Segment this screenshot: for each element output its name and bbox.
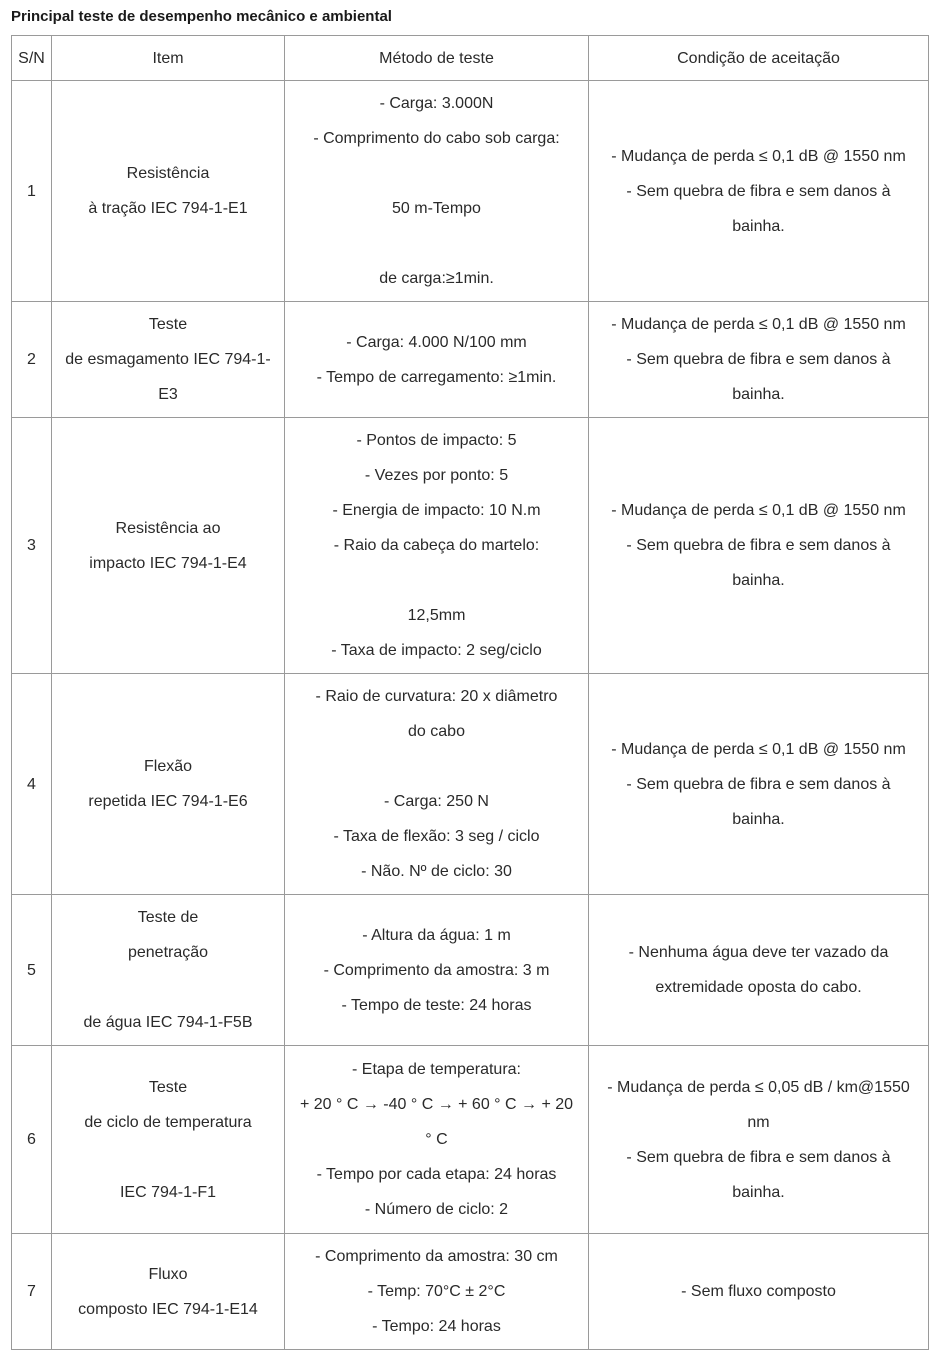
cell-method — [285, 1046, 589, 1234]
method-line: 50 m-Tempo — [392, 200, 481, 217]
item-line — [58, 970, 278, 1005]
method-line: ° C — [425, 1131, 448, 1148]
method-line: - Comprimento da amostra: 30 cm — [315, 1248, 558, 1265]
item-line: de esmagamento IEC 794-1- — [65, 351, 271, 368]
method-line: - Etapa de temperatura: — [352, 1061, 521, 1078]
cell-method — [285, 895, 589, 1046]
cell-sn: 3 — [12, 418, 52, 674]
cell-sn: 5 — [12, 895, 52, 1046]
acceptance-line: bainha. — [732, 217, 785, 235]
cell-item — [52, 1234, 285, 1350]
cell-item — [52, 302, 285, 418]
method-line — [291, 749, 582, 784]
table-row — [12, 1234, 929, 1350]
table-row — [12, 895, 929, 1046]
cell-sn: 1 — [12, 81, 52, 302]
cell-method — [285, 1234, 589, 1350]
method-line: do cabo — [408, 723, 465, 740]
method-line: de carga:≥1min. — [379, 270, 494, 287]
cell-item — [52, 81, 285, 302]
method-line — [291, 226, 582, 261]
table-row — [12, 1046, 929, 1234]
item-line: impacto IEC 794-1-E4 — [89, 554, 247, 572]
acceptance-line: - Mudança de perda ≤ 0,1 dB @ 1550 nm — [611, 740, 906, 758]
acceptance-line: - Sem fluxo composto — [681, 1283, 836, 1300]
item-line — [58, 1140, 278, 1175]
item-line: Teste — [148, 316, 188, 333]
item-line: Resistência — [126, 165, 210, 182]
acceptance-line: bainha. — [732, 386, 785, 403]
method-line: - Não. Nº de ciclo: 30 — [361, 863, 512, 880]
cell-method — [285, 418, 589, 674]
cell-sn: 6 — [12, 1046, 52, 1234]
item-line: à tração IEC 794-1-E1 — [88, 200, 248, 217]
acceptance-line: nm — [747, 1113, 770, 1131]
item-line: Resistência ao — [115, 519, 221, 537]
acceptance-line: - Sem quebra de fibra e sem danos à — [626, 537, 891, 554]
method-line: - Tempo: 24 horas — [372, 1318, 501, 1335]
method-line: 12,5mm — [407, 607, 466, 624]
method-line: - Tempo de carregamento: ≥1min. — [316, 368, 557, 386]
test-table — [11, 35, 929, 1350]
table-header-row — [12, 36, 929, 81]
table-row — [12, 674, 929, 895]
acceptance-line: extremidade oposta do cabo. — [655, 979, 862, 996]
cell-acceptance — [589, 1046, 929, 1234]
method-line: - Pontos de impacto: 5 — [356, 432, 517, 449]
method-line: - Comprimento da amostra: 3 m — [323, 961, 550, 979]
cell-acceptance — [589, 418, 929, 674]
header-method: Método de teste — [285, 36, 589, 81]
method-line: - Carga: 4.000 N/100 mm — [346, 333, 527, 351]
item-line: de água IEC 794-1-F5B — [83, 1014, 253, 1031]
cell-sn: 7 — [12, 1234, 52, 1350]
acceptance-line: - Nenhuma água deve ter vazado da — [628, 944, 889, 961]
item-line: de ciclo de temperatura — [84, 1113, 252, 1131]
cell-acceptance — [589, 674, 929, 895]
item-line: Teste — [148, 1078, 188, 1096]
acceptance-line: bainha. — [732, 572, 785, 589]
table-row — [12, 81, 929, 302]
cell-sn: 2 — [12, 302, 52, 418]
acceptance-line: - Mudança de perda ≤ 0,1 dB @ 1550 nm — [611, 316, 906, 333]
acceptance-line: - Sem quebra de fibra e sem danos à — [626, 1148, 891, 1166]
acceptance-line: - Sem quebra de fibra e sem danos à — [626, 775, 891, 793]
method-line: - Altura da água: 1 m — [362, 926, 511, 944]
cell-item — [52, 674, 285, 895]
table-row — [12, 302, 929, 418]
method-line: + 20 ° C → -40 ° C → + 60 ° C → + 20 — [299, 1096, 574, 1113]
item-line: composto IEC 794-1-E14 — [78, 1300, 258, 1318]
cell-acceptance — [589, 1234, 929, 1350]
cell-item — [52, 1046, 285, 1234]
method-line — [291, 156, 582, 191]
method-line: - Carga: 250 N — [384, 793, 489, 810]
method-line: - Tempo de teste: 24 horas — [341, 996, 532, 1014]
cell-method — [285, 81, 589, 302]
cell-item — [52, 418, 285, 674]
method-line: - Raio de curvatura: 20 x diâmetro — [315, 688, 558, 705]
cell-acceptance — [589, 81, 929, 302]
item-line: repetida IEC 794-1-E6 — [88, 793, 248, 810]
cell-acceptance — [589, 895, 929, 1046]
table-body — [12, 81, 929, 1350]
cell-method — [285, 302, 589, 418]
cell-method — [285, 674, 589, 895]
header-sn: S/N — [12, 36, 52, 81]
header-acceptance: Condição de aceitação — [589, 36, 929, 81]
cell-sn: 4 — [12, 674, 52, 895]
page-title: Principal teste de desempenho mecânico e ambiental — [11, 8, 392, 25]
acceptance-line: - Sem quebra de fibra e sem danos à — [626, 351, 891, 368]
method-line: - Comprimento do cabo sob carga: — [313, 130, 560, 147]
method-line: - Vezes por ponto: 5 — [364, 467, 509, 484]
acceptance-line: - Mudança de perda ≤ 0,05 dB / km@1550 — [607, 1078, 910, 1096]
method-line: - Número de ciclo: 2 — [364, 1201, 509, 1218]
method-line: - Raio da cabeça do martelo: — [333, 537, 540, 554]
method-line: - Tempo por cada etapa: 24 horas — [316, 1166, 557, 1183]
acceptance-line: - Mudança de perda ≤ 0,1 dB @ 1550 nm — [611, 502, 906, 519]
item-line: Teste de — [137, 909, 199, 926]
method-line: - Energia de impacto: 10 N.m — [332, 502, 541, 519]
item-line: IEC 794-1-F1 — [119, 1183, 217, 1201]
item-line: Flexão — [143, 758, 193, 775]
method-line: - Taxa de impacto: 2 seg/ciclo — [331, 642, 542, 659]
acceptance-line: bainha. — [732, 1183, 785, 1201]
acceptance-line: bainha. — [732, 810, 785, 828]
table-row — [12, 418, 929, 674]
header-item: Item — [52, 36, 285, 81]
method-line: - Carga: 3.000N — [379, 95, 494, 112]
item-line: penetração — [127, 944, 209, 961]
cell-acceptance — [589, 302, 929, 418]
method-line — [291, 563, 582, 598]
item-line: Fluxo — [148, 1265, 188, 1283]
acceptance-line: - Sem quebra de fibra e sem danos à — [626, 182, 891, 200]
acceptance-line: - Mudança de perda ≤ 0,1 dB @ 1550 nm — [611, 147, 906, 165]
item-line: E3 — [158, 386, 178, 403]
method-line: - Temp: 70°C ± 2°C — [367, 1283, 506, 1300]
cell-item — [52, 895, 285, 1046]
method-line: - Taxa de flexão: 3 seg / ciclo — [333, 828, 540, 845]
